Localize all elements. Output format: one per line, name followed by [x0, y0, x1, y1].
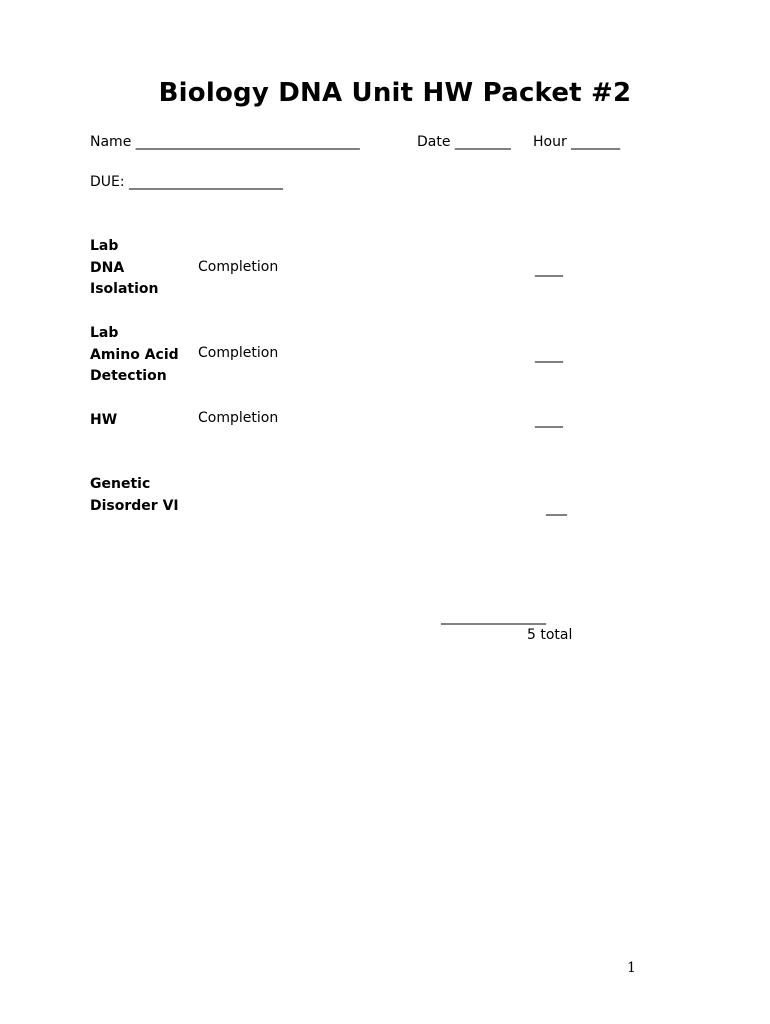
item-criteria-dna-isolation: Completion — [198, 259, 279, 275]
score-blank-genetic-disorder: ___ — [546, 500, 567, 516]
item-label-amino-acid-detection — [90, 323, 179, 388]
page-number: 1 — [627, 960, 636, 976]
item-label-hw — [90, 410, 117, 432]
item-label-line: Lab — [90, 325, 119, 341]
item-label-line: Amino Acid — [90, 346, 179, 363]
item-label-dna-isolation — [90, 236, 158, 301]
hour-field-label: Hour _______ — [533, 134, 621, 150]
item-label-line: HW — [90, 412, 118, 428]
total-label: 5 total — [527, 627, 573, 643]
score-blank-amino-acid-detection: ____ — [535, 347, 563, 363]
total-score-blank: _______________ — [441, 609, 546, 625]
due-field-label: DUE: ______________________ — [90, 174, 284, 190]
item-label-line: Genetic — [90, 476, 151, 492]
name-field-label: Name ________________________________ — [90, 134, 360, 150]
score-blank-hw: ____ — [535, 412, 563, 428]
item-label-line: Detection — [90, 368, 167, 384]
item-label-genetic-disorder — [90, 474, 179, 517]
date-field-label: Date ________ — [417, 134, 511, 150]
item-label-line: Disorder VI — [90, 497, 179, 514]
page-title: Biology DNA Unit HW Packet #2 — [158, 78, 632, 108]
item-label-line: Isolation — [90, 281, 159, 297]
item-criteria-hw: Completion — [198, 410, 279, 426]
item-label-line: Lab — [90, 238, 119, 254]
item-criteria-amino-acid-detection: Completion — [198, 345, 279, 361]
item-label-line: DNA — [90, 259, 125, 276]
score-blank-dna-isolation: ____ — [535, 261, 563, 277]
